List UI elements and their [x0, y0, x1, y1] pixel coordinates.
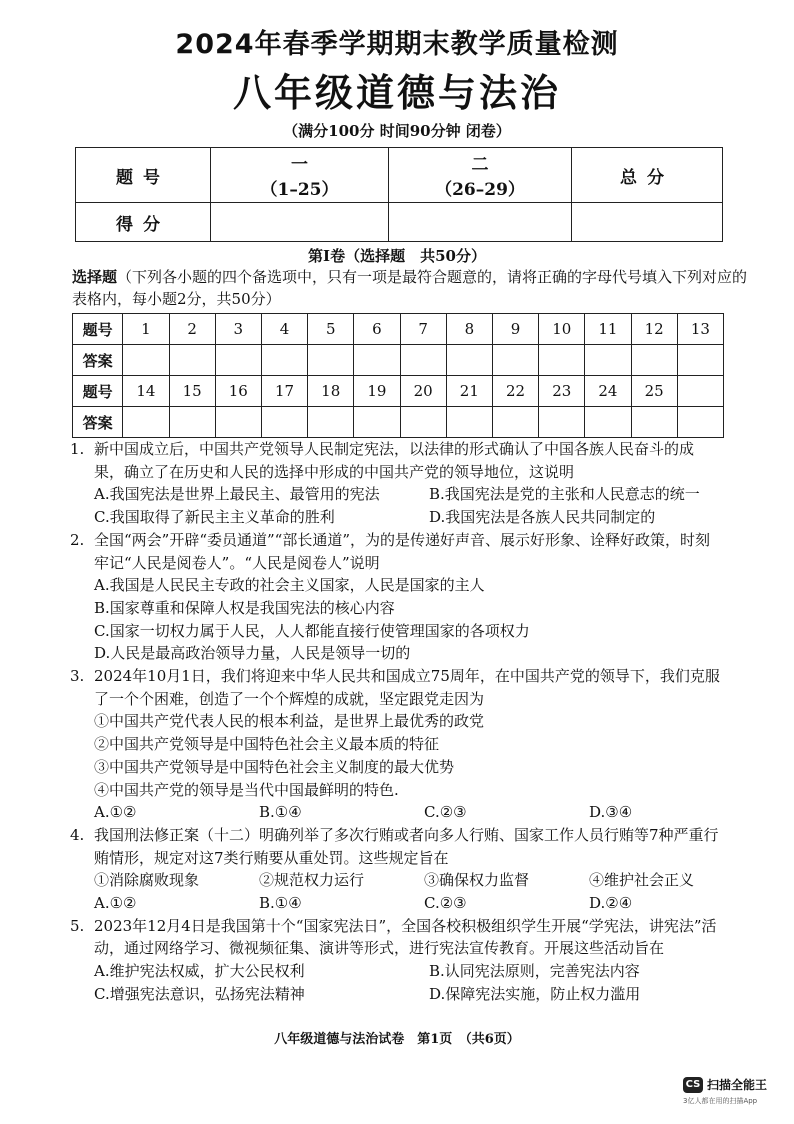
score-label-question: 题号	[76, 148, 211, 203]
option-d: D.保障宪法实施，防止权力滥用	[429, 984, 641, 1003]
statement-3: ③确保权力监督	[424, 871, 530, 890]
question-number: 5.	[70, 916, 85, 935]
section1-title: 第Ⅰ卷（选择题 共50分）	[308, 247, 486, 265]
answer-cell[interactable]	[400, 345, 446, 376]
instruction-head: 选择题	[72, 268, 118, 286]
question-stem: 2024年10月1日，我们将迎来中华人民共和国成立75周年，在中国共产党的领导下，我们克服了一个个困难，创造了一个个辉煌的成就，坚定跟党走因为	[94, 667, 720, 708]
statement-1: ①消除腐败现象	[94, 871, 200, 890]
score-total-label: 总分	[572, 148, 723, 203]
answer-cell[interactable]	[539, 407, 585, 438]
option-c: C.国家一切权力属于人民，人人都能直接行使管理国家的各项权力	[94, 621, 530, 640]
score-part1-num: 一	[291, 155, 308, 175]
score-cell-part1[interactable]	[211, 203, 389, 242]
question-number-cell: 10	[539, 314, 585, 345]
score-table	[75, 147, 723, 242]
question-number-cell: 19	[354, 376, 400, 407]
answer-label-question-2: 题号	[73, 376, 123, 407]
answer-cell[interactable]	[677, 345, 723, 376]
option-a: A.我国宪法是世界上最民主、最管用的宪法	[94, 485, 380, 504]
question-number: 1.	[70, 440, 85, 458]
option-b: B.我国宪法是党的主张和人民意志的统一	[429, 485, 700, 504]
score-part1-range: （1–25）	[260, 180, 339, 200]
question-number-cell: 7	[400, 314, 446, 345]
option-a: A.维护宪法权威，扩大公民权利	[94, 962, 305, 981]
question-2	[70, 529, 720, 665]
score-part2-range: （26–29）	[435, 180, 525, 200]
question-number-cell: 20	[400, 376, 446, 407]
answer-cell[interactable]	[169, 345, 215, 376]
option-b: B.①④	[259, 803, 302, 822]
question-number-cell: 18	[308, 376, 354, 407]
answer-cell[interactable]	[261, 345, 307, 376]
statement-2: ②规范权力运行	[259, 871, 365, 890]
answer-cell[interactable]	[631, 407, 677, 438]
question-stem: 我国刑法修正案（十二）明确列举了多次行贿或者向多人行贿、国家工作人员行贿等7种严重行贿情形，规定对这7类行贿要从重处罚。这些规定旨在	[94, 825, 719, 867]
option-d: D.③④	[589, 803, 633, 822]
question-number-cell: 11	[585, 314, 631, 345]
answer-table	[72, 313, 724, 438]
option-d: D.人民是最高政治领导力量，人民是领导一切的	[94, 644, 411, 663]
question-number-cell: 3	[215, 314, 261, 345]
option-c: C.我国取得了新民主主义革命的胜利	[94, 508, 335, 527]
exam-info: （满分100分 时间90分钟 闭卷）	[283, 122, 511, 140]
question-number-cell: 14	[123, 376, 169, 407]
question-number: 3.	[70, 667, 85, 686]
question-number-cell	[677, 376, 723, 407]
question-number-cell: 2	[169, 314, 215, 345]
answer-cell[interactable]	[400, 407, 446, 438]
question-number-cell: 1	[123, 314, 169, 345]
answer-cell[interactable]	[308, 407, 354, 438]
answer-cell[interactable]	[354, 407, 400, 438]
option-c: C.增强宪法意识，弘扬宪法精神	[94, 984, 305, 1003]
option-a: A.我国是人民民主专政的社会主义国家，人民是国家的主人	[94, 576, 485, 595]
question-number-cell: 15	[169, 376, 215, 407]
option-d: D.②④	[589, 894, 633, 913]
question-number: 2.	[70, 530, 85, 549]
question-5	[70, 915, 720, 1006]
answer-cell[interactable]	[492, 345, 538, 376]
answer-cell[interactable]	[585, 407, 631, 438]
instruction-body: （下列各小题的四个备选项中，只有一项是最符合题意的，请将正确的字母代号填入下列对应的表格内，每小题2分，共50分）	[72, 268, 748, 308]
question-4	[70, 824, 720, 915]
score-part2	[389, 148, 572, 203]
answer-label-answer-1: 答案	[73, 345, 123, 376]
statement-2: ②中国共产党领导是中国特色社会主义最本质的特征	[94, 735, 440, 754]
exam-title: 2024年春季学期期末教学质量检测	[175, 29, 619, 60]
question-stem: 新中国成立后，中国共产党领导人民制定宪法，以法律的形式确认了中国各族人民奋斗的成果，确立了在历史和人民的选择中形成的中国共产党的领导地位，这说明	[94, 440, 695, 481]
answer-cell[interactable]	[446, 407, 492, 438]
score-cell-total[interactable]	[572, 203, 723, 242]
question-number-cell: 9	[492, 314, 538, 345]
answer-cell[interactable]	[123, 345, 169, 376]
question-number-cell: 16	[215, 376, 261, 407]
question-3	[70, 665, 720, 824]
statement-4: ④维护社会正义	[589, 871, 695, 890]
question-number: 4.	[70, 825, 85, 844]
question-number-cell: 8	[446, 314, 492, 345]
option-b: B.国家尊重和保障人权是我国宪法的核心内容	[94, 598, 395, 617]
answer-cell[interactable]	[215, 345, 261, 376]
section1-instruction	[72, 266, 752, 310]
option-a: A.①②	[94, 803, 137, 822]
scanner-watermark	[683, 1076, 793, 1106]
option-c: C.②③	[424, 894, 467, 913]
question-number-cell: 17	[261, 376, 307, 407]
answer-table-answer-row-1	[73, 345, 724, 376]
option-b: B.认同宪法原则，完善宪法内容	[429, 962, 640, 981]
question-number-cell: 12	[631, 314, 677, 345]
answer-cell[interactable]	[631, 345, 677, 376]
subject-title: 八年级道德与法治	[232, 70, 561, 115]
questions	[70, 438, 720, 1006]
answer-cell[interactable]	[261, 407, 307, 438]
score-label-score: 得分	[76, 203, 211, 242]
option-a: A.①②	[94, 894, 137, 913]
question-stem: 全国“两会”开辟“委员通道”“部长通道”，为的是传递好声音、展示好形象、诠释好政策，时刻牢记“人民是阅卷人”。“人民是阅卷人”说明	[94, 530, 711, 572]
score-part2-num: 二	[471, 155, 489, 175]
question-1	[70, 438, 720, 529]
answer-cell[interactable]	[677, 407, 723, 438]
answer-table-answer-row-2	[73, 407, 724, 438]
question-number-cell: 4	[261, 314, 307, 345]
question-number-cell: 21	[446, 376, 492, 407]
watermark-name: 扫描全能王	[707, 1078, 768, 1092]
question-number-cell: 13	[677, 314, 723, 345]
answer-cell[interactable]	[539, 345, 585, 376]
question-stem: 2023年12月4日是我国第十个“国家宪法日”，全国各校积极组织学生开展“学宪法，讲宪法”活动，通过网络学习、微视频征集、演讲等形式，进行宪法宣传教育。开展这些活动旨在	[94, 916, 717, 958]
page-footer: 八年级道德与法治试卷 第1页 （共6页）	[274, 1032, 520, 1047]
answer-table-question-row-2	[73, 376, 724, 407]
answer-cell[interactable]	[308, 345, 354, 376]
option-d: D.我国宪法是各族人民共同制定的	[429, 508, 656, 527]
answer-cell[interactable]	[123, 407, 169, 438]
statement-3: ③中国共产党领导是中国特色社会主义制度的最大优势	[94, 757, 455, 776]
answer-cell[interactable]	[585, 345, 631, 376]
option-c: C.②③	[424, 803, 467, 822]
score-cell-part2[interactable]	[389, 203, 572, 242]
answer-cell[interactable]	[354, 345, 400, 376]
statement-1: ①中国共产党代表人民的根本利益，是世界上最优秀的政党	[94, 712, 485, 731]
camscanner-logo-icon: CS	[683, 1077, 703, 1093]
question-number-cell: 5	[308, 314, 354, 345]
question-number-cell: 22	[492, 376, 538, 407]
score-part1	[211, 148, 389, 203]
answer-cell[interactable]	[169, 407, 215, 438]
option-b: B.①④	[259, 894, 302, 913]
answer-label-answer-2: 答案	[73, 407, 123, 438]
answer-cell[interactable]	[446, 345, 492, 376]
watermark-subtitle: 3亿人都在用的扫描App	[683, 1097, 758, 1105]
answer-cell[interactable]	[492, 407, 538, 438]
question-number-cell: 6	[354, 314, 400, 345]
answer-cell[interactable]	[215, 407, 261, 438]
answer-label-question-1: 题号	[73, 314, 123, 345]
answer-table-question-row-1	[73, 314, 724, 345]
question-number-cell: 24	[585, 376, 631, 407]
question-number-cell: 23	[539, 376, 585, 407]
statement-4: ④中国共产党的领导是当代中国最鲜明的特色.	[94, 780, 399, 799]
question-number-cell: 25	[631, 376, 677, 407]
